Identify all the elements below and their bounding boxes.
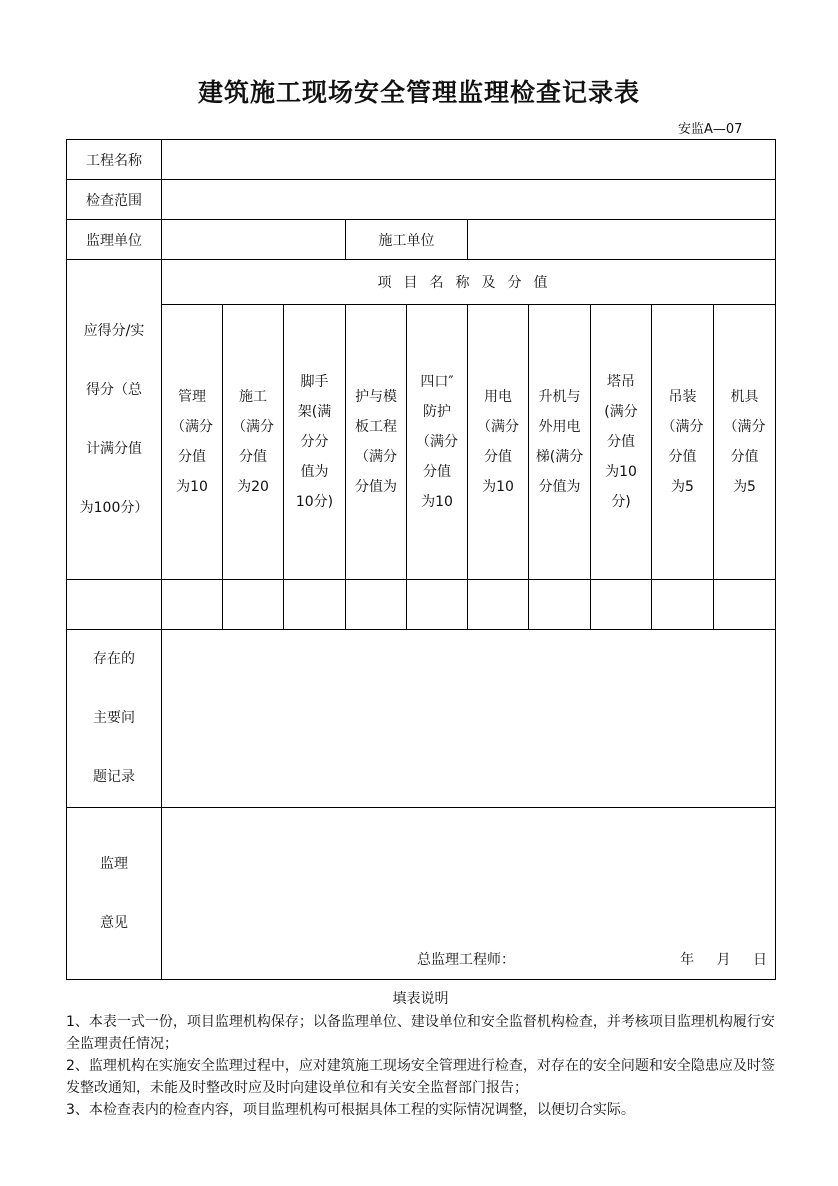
note-1: 1、本表一式一份，项目监理机构保存；以备监理单位、建设单位和安全监督机构检查，并考核项目监理机构履行安全监理责任情况； — [66, 1014, 775, 1052]
item-1-score-cell[interactable] — [162, 580, 223, 630]
item-8-line-5: 分) — [611, 494, 631, 510]
item-6-lines — [468, 382, 528, 502]
item-5-line-5: 为10 — [421, 494, 453, 510]
item-8-line-4: 为10 — [605, 464, 637, 480]
item-3-score-cell[interactable] — [284, 580, 346, 630]
item-3-lines — [284, 367, 345, 517]
item-5-score-cell[interactable] — [407, 580, 468, 630]
item-10-lines — [714, 382, 775, 502]
item-8-lines — [591, 367, 651, 517]
item-3-line-4: 值为 — [300, 464, 329, 480]
item-4-line-1: 护与模 — [355, 389, 397, 405]
item-7-lines — [529, 382, 590, 502]
item-6-line-4: 为10 — [482, 479, 514, 495]
problems-label-line-3: 题记录 — [93, 769, 135, 785]
problems-label-line-1: 存在的 — [93, 651, 135, 667]
item-10-line-4: 为5 — [733, 479, 756, 495]
item-9-score-cell[interactable] — [652, 580, 714, 630]
item-9-header — [652, 305, 714, 580]
item-10-line-2: （满分 — [723, 419, 766, 435]
item-6-line-3: 分值 — [484, 449, 512, 465]
item-1-line-3: 分值 — [178, 449, 206, 465]
item-10-header — [714, 305, 776, 580]
item-6-line-1: 用电 — [484, 389, 512, 405]
item-5-line-3: （满分 — [416, 434, 458, 450]
problems-field[interactable] — [162, 630, 776, 808]
item-5-line-2: 防护 — [423, 404, 451, 420]
construction-unit-label: 施工单位 — [346, 220, 468, 260]
page-title: 建筑施工现场安全管理监理检查记录表 — [197, 78, 640, 107]
problems-label — [67, 630, 162, 808]
note-3: 3、本检查表内的检查内容，项目监理机构可根据具体工程的实际情况调整，以便切合实际。 — [66, 1102, 635, 1118]
item-3-line-3: 分分 — [300, 434, 329, 450]
item-5-line-1: 四口″ — [420, 374, 454, 390]
items-header: 项目名称及分值 — [162, 260, 776, 305]
score-label — [67, 260, 162, 580]
scope-field[interactable] — [162, 180, 776, 220]
item-3-line-5: 10分) — [295, 494, 334, 510]
supervision-unit-field[interactable] — [162, 220, 346, 260]
item-3-header — [284, 305, 346, 580]
opinion-label-line-1: 监理 — [100, 855, 128, 872]
item-9-line-2: （满分 — [661, 419, 704, 435]
item-5-line-4: 分值 — [423, 464, 451, 480]
problems-label-line-2: 主要问 — [93, 710, 135, 726]
item-5-lines — [407, 367, 467, 517]
note-2: 2、监理机构在实施安全监理过程中，应对建筑施工现场安全管理进行检查，对存在的安全问题和安全隐患应及时签发整改通知，未能及时整改时应及时向建设单位和有关安全监督部门报告； — [66, 1058, 775, 1096]
opinion-label — [67, 808, 162, 980]
item-2-score-cell[interactable] — [223, 580, 284, 630]
item-10-line-1: 机具 — [730, 389, 759, 405]
form-code: 安监A—07 — [678, 122, 743, 137]
score-label-line-3: 计满分值 — [86, 440, 142, 457]
item-4-line-2: 板工程 — [355, 419, 397, 435]
item-7-header — [529, 305, 591, 580]
project-name-label: 工程名称 — [67, 140, 162, 180]
scope-label: 检查范围 — [67, 180, 162, 220]
score-row-label — [67, 580, 162, 630]
item-2-line-3: 分值 — [239, 449, 267, 465]
item-8-line-2: (满分 — [604, 404, 638, 420]
item-1-line-2: （满分 — [171, 419, 213, 435]
item-10-score-cell[interactable] — [714, 580, 776, 630]
item-1-line-1: 管理 — [178, 389, 206, 405]
opinion-label-line-2: 意见 — [100, 914, 128, 931]
notes-heading: 填表说明 — [392, 991, 449, 1007]
item-4-line-3: （满分 — [355, 449, 397, 465]
item-3-line-1: 脚手 — [300, 374, 329, 390]
project-name-field[interactable] — [162, 140, 776, 180]
score-label-line-1: 应得分/实 — [83, 322, 145, 339]
fill-instructions — [66, 988, 775, 1121]
score-label-line-4: 为100分） — [79, 499, 149, 516]
item-8-line-1: 塔吊 — [607, 374, 635, 390]
item-3-line-2: 架(满 — [297, 404, 332, 420]
item-8-header — [591, 305, 652, 580]
item-2-line-1: 施工 — [239, 389, 267, 405]
construction-unit-field[interactable] — [468, 220, 776, 260]
item-8-score-cell[interactable] — [591, 580, 652, 630]
item-4-header — [346, 305, 407, 580]
item-1-header — [162, 305, 223, 580]
item-7-line-4: 分值为 — [538, 479, 581, 495]
item-2-header — [223, 305, 284, 580]
opinion-field[interactable] — [162, 808, 776, 980]
item-1-line-4: 为10 — [176, 479, 208, 495]
chief-engineer-label: 总监理工程师： — [417, 952, 515, 968]
score-label-line-2: 得分（总 — [86, 381, 142, 398]
item-1-lines — [162, 382, 222, 502]
inspection-form — [66, 139, 776, 980]
item-6-line-2: （满分 — [477, 419, 519, 435]
item-6-score-cell[interactable] — [468, 580, 529, 630]
item-6-header — [468, 305, 529, 580]
item-4-line-4: 分值为 — [355, 479, 397, 495]
item-2-lines — [223, 382, 283, 502]
item-4-lines — [346, 382, 406, 502]
item-7-line-2: 外用电 — [538, 419, 581, 435]
item-9-line-3: 分值 — [668, 449, 697, 465]
item-2-line-4: 为20 — [237, 479, 269, 495]
score-row — [67, 580, 776, 630]
item-7-line-3: 梯(满分 — [535, 449, 584, 465]
item-4-score-cell[interactable] — [346, 580, 407, 630]
items-row — [67, 305, 776, 580]
item-10-line-3: 分值 — [730, 449, 759, 465]
item-8-line-3: 分值 — [607, 434, 635, 450]
item-9-lines — [652, 382, 713, 502]
date-label: 年 月 日 — [680, 952, 768, 968]
item-9-line-1: 吊装 — [668, 389, 697, 405]
item-2-line-2: （满分 — [232, 419, 274, 435]
item-7-line-1: 升机与 — [538, 389, 581, 405]
item-7-score-cell[interactable] — [529, 580, 591, 630]
item-9-line-4: 为5 — [671, 479, 694, 495]
supervision-unit-label: 监理单位 — [67, 220, 162, 260]
item-5-header — [407, 305, 468, 580]
